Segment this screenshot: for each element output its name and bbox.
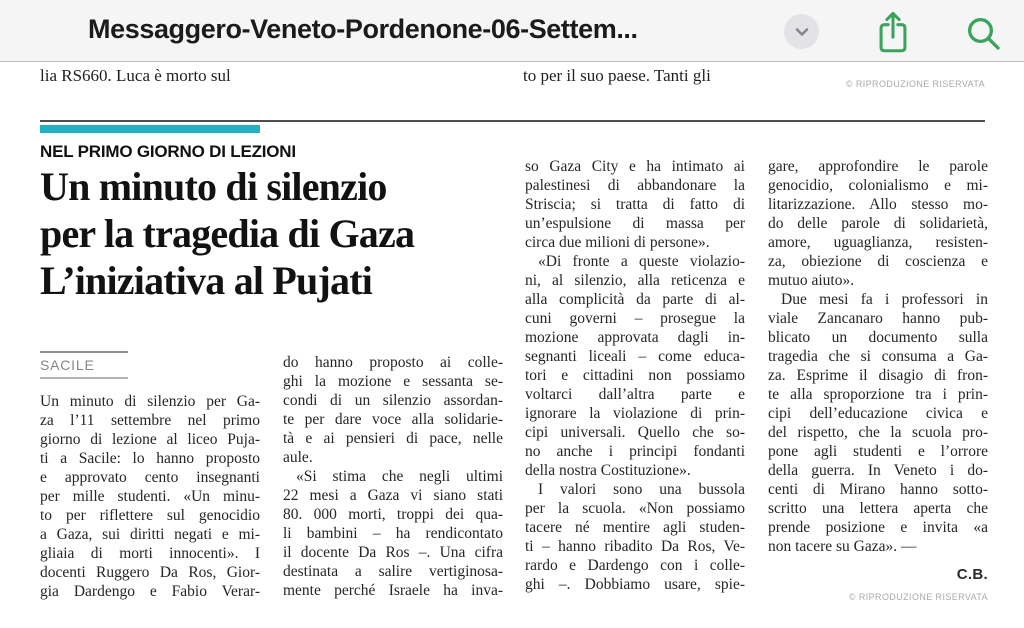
article-kicker: NEL PRIMO GIORNO DI LEZIONI	[40, 142, 296, 161]
article-line: te alla sproporzione tra i prin-	[768, 386, 988, 403]
article-line: Striscia; si tratta di fatto di	[525, 196, 745, 213]
copyright-notice-top: © RIPRODUZIONE RISERVATA	[845, 79, 985, 89]
article-line: a Gaza, sui diritti negati e mi-	[40, 526, 260, 543]
article-column	[525, 157, 745, 594]
article-line: do hanno proposto ai colle-	[283, 354, 503, 371]
article-line: «Si stima che negli ultimi	[296, 468, 503, 485]
dateline-rule-bottom	[40, 377, 128, 379]
article-line: circa due milioni di persone».	[525, 234, 710, 251]
article-line: 80. 000 morti, troppi dei qua-	[283, 506, 503, 523]
search-icon	[963, 13, 1003, 53]
article-line: docenti Ruggero Da Ros, Gior-	[40, 564, 260, 581]
article-column	[768, 157, 988, 556]
article-line: ghi –. Dobbiamo usare, spie-	[525, 576, 745, 593]
article-line: ni, al silenzio, alla reticenza e	[525, 272, 745, 289]
article-line: «Di fronte a queste violazio-	[538, 253, 745, 270]
accent-bar	[40, 125, 260, 133]
article-top-rule	[40, 120, 985, 122]
article-line: do delle parole di solidarietà,	[768, 215, 988, 232]
article-line: za. Esprime il disagio di fron-	[768, 367, 988, 384]
headline-line-3: L’iniziativa al Pujati	[40, 258, 373, 303]
article-line: tragedia che si consuma a Ga-	[768, 348, 988, 365]
title-menu-button[interactable]	[784, 14, 819, 49]
article-line: gia Dardengo e Fabio Verar-	[40, 583, 260, 600]
chevron-down-icon	[792, 22, 812, 42]
document-title[interactable]: Messaggero-Veneto-Pordenone-06-Settem...	[88, 14, 638, 44]
article-line: amore, uguaglianza, resisten-	[768, 234, 988, 251]
dateline-label: SACILE	[40, 357, 95, 373]
article-line: prende posizione e invita «a	[768, 519, 988, 536]
article-line: litarizzazione. Allo stesso mo-	[768, 196, 988, 213]
article-line: condi di un silenzio assordan-	[283, 392, 503, 409]
article-line: mutuo aiuto».	[768, 272, 855, 289]
article-line: palestinesi di abbandonare la	[525, 177, 745, 194]
article-column	[283, 353, 503, 600]
article-line: voltarci dall’altra parte e	[525, 386, 745, 403]
article-line: gliaia di morti innocenti». I	[40, 545, 260, 562]
article-line: e approvato cento insegnanti	[40, 469, 260, 486]
article-line: te per dare voce alla solidarie-	[283, 411, 503, 428]
article-line: giorno di lezione al liceo Puja-	[40, 431, 260, 448]
article-line: Un minuto di silenzio per Ga-	[40, 393, 260, 410]
share-icon	[872, 9, 914, 55]
copyright-notice-bottom: © RIPRODUZIONE RISERVATA	[848, 592, 988, 602]
dateline-rule-top	[40, 351, 128, 353]
toolbar	[0, 0, 1024, 62]
article-line: mozione approvata dagli in-	[525, 329, 745, 346]
article-line: centi di Mirano hanno sotto-	[768, 481, 988, 498]
article-column	[40, 392, 260, 601]
article-line: tori e cittadini non possiamo	[525, 367, 745, 384]
share-button[interactable]	[872, 9, 914, 55]
article-line: ti – hanno ribadito Da Ros, Ve-	[525, 538, 745, 555]
article-line: pone agli studenti e l’orrore	[768, 443, 988, 460]
article-line: non tacere su Gaza». —	[768, 538, 917, 555]
article-line: ti a Sacile: lo hanno proposto	[40, 450, 260, 467]
previous-article-fragment-right: to per il suo paese. Tanti gli	[523, 66, 711, 85]
article-line: cipi universali. Quello che so-	[525, 424, 745, 441]
article-line: ignorare la violazione di prin-	[525, 405, 745, 422]
article-line: I valori sono una bussola	[538, 481, 745, 498]
article-line: Due mesi fa i professori in	[781, 291, 988, 308]
search-button[interactable]	[963, 13, 1003, 53]
article-line: per la scuola. «Non possiamo	[525, 500, 745, 517]
article-line: rardo e Dardengo con i colle-	[525, 557, 745, 574]
article-line: del rispetto, che la scuola pro-	[768, 424, 988, 441]
previous-article-fragment-left: lia RS660. Luca è morto sul	[40, 66, 231, 85]
headline-line-2: per la tragedia di Gaza	[40, 211, 415, 256]
article-line: un’espulsione di massa per	[525, 215, 745, 232]
article-line: no anche i principi fondanti	[525, 443, 745, 460]
article-line: aule.	[283, 449, 313, 466]
article-line: gare, approfondire le parole	[768, 158, 988, 175]
article-line: viale Zancanaro hanno pub-	[768, 310, 988, 327]
article-line: alla complicità da parte di al-	[525, 291, 745, 308]
article-line: cuni governi – prosegue la	[525, 310, 745, 327]
article-line: tà e ai pensieri di pace, nelle	[283, 430, 503, 447]
byline: C.B.	[956, 566, 988, 583]
article-line: so Gaza City e ha intimato ai	[525, 158, 745, 175]
article-line: cipi dell’educazione civica e	[768, 405, 988, 422]
article-line: za, obiezione di coscienza e	[768, 253, 988, 270]
article-line: mente perché Israele ha inva-	[283, 582, 503, 599]
article-line: per mille studenti. «Un minu-	[40, 488, 260, 505]
article-line: ghi la mozione e sessanta se-	[283, 373, 503, 390]
article-headline	[40, 163, 515, 304]
article-line: 22 mesi a Gaza vi siano stati	[283, 487, 503, 504]
article-line: della nostra Costituzione».	[525, 462, 691, 479]
article-line: li bambini – ha rendicontato	[283, 525, 503, 542]
article-line: tacere né mentire agli studen-	[525, 519, 745, 536]
headline-line-1: Un minuto di silenzio	[40, 164, 387, 209]
article-line: destinata a salire vertiginosa-	[283, 563, 503, 580]
article-line: blicato un documento sulla	[768, 329, 988, 346]
article-line: il docente Da Ros –. Una cifra	[283, 544, 503, 561]
article-line: segnanti liceali – come educa-	[525, 348, 745, 365]
article-line: scritto una lettera aperta che	[768, 500, 988, 517]
article-line: to per riflettere sul genocidio	[40, 507, 260, 524]
article-line: genocidio, colonialismo e mi-	[768, 177, 988, 194]
article-line: za l’11 settembre nel primo	[40, 412, 260, 429]
dateline	[40, 351, 260, 379]
article-line: della guerra. In Veneto i do-	[768, 462, 988, 479]
